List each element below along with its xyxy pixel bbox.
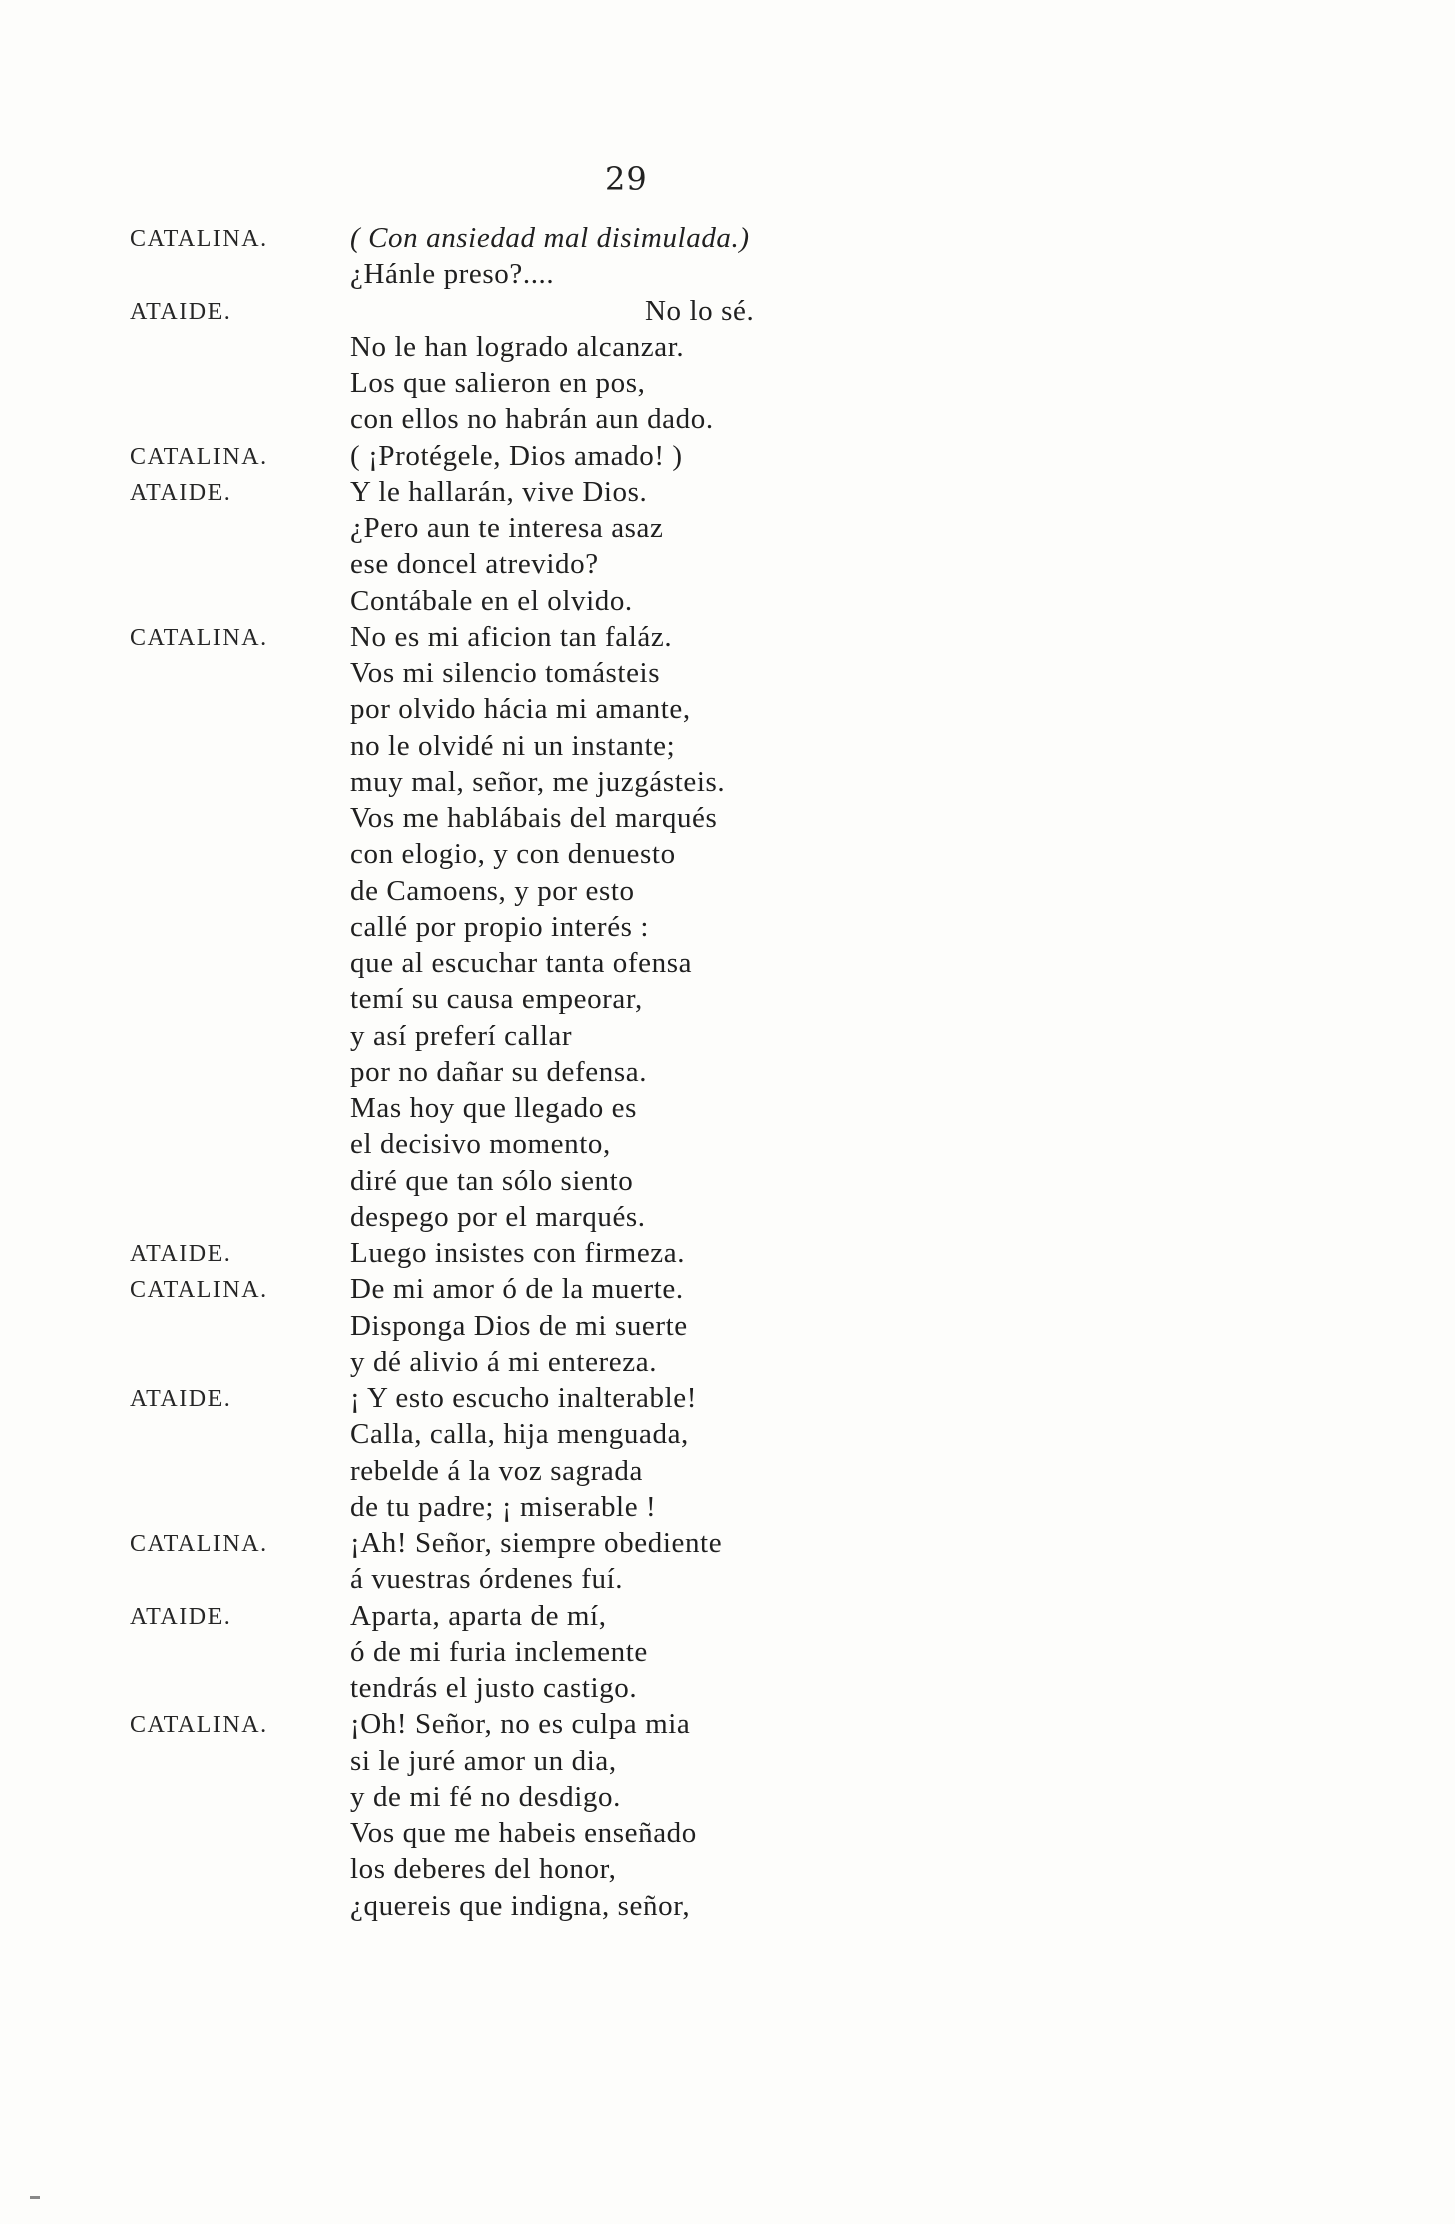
verse-text: los deberes del honor, <box>350 1853 617 1886</box>
verse-text: Vos me hablábais del marqués <box>350 802 718 834</box>
verse-text: ¿Pero aun te interesa asaz <box>350 512 664 544</box>
verse-line <box>130 512 1330 548</box>
verse-text: ( ¡Protégele, Dios amado! ) <box>350 439 683 472</box>
verse-line <box>130 802 1330 838</box>
verse-line <box>130 621 1330 657</box>
verse-text: con ellos no habrán aun dado. <box>350 403 714 436</box>
verse-line <box>130 403 1330 439</box>
verse-text: el decisivo momento, <box>350 1128 611 1161</box>
verse-line <box>130 440 1330 476</box>
play-text <box>130 222 1330 1926</box>
verse-text: temí su causa empeorar, <box>350 983 643 1016</box>
speaker-name: ATAIDE. <box>130 1241 232 1267</box>
verse-text: ( Con ansiedad mal disimulada.) <box>350 222 750 254</box>
verse-line <box>130 838 1330 874</box>
speaker-name: CATALINA. <box>130 1712 268 1739</box>
verse-text: ó de mi furia inclemente <box>350 1635 648 1668</box>
verse-text: Los que salieron en pos, <box>350 367 646 399</box>
verse-line <box>130 1020 1330 1056</box>
verse-line <box>130 657 1330 693</box>
verse-text: Vos que me habeis enseñado <box>350 1817 697 1849</box>
verse-line <box>130 693 1330 729</box>
page-number: 29 <box>605 160 648 198</box>
verse-text: No lo sé. <box>645 294 755 327</box>
verse-line <box>130 1056 1330 1092</box>
verse-text: tendrás el justo castigo. <box>350 1672 638 1704</box>
verse-line <box>130 1128 1330 1164</box>
verse-text: Contábale en el olvido. <box>350 584 633 617</box>
verse-text: diré que tan sólo siento <box>350 1164 634 1197</box>
verse-text: ese doncel atrevido? <box>350 548 599 581</box>
verse-line <box>130 1817 1330 1853</box>
verse-text: no le olvidé ni un instante; <box>350 729 676 762</box>
verse-text: rebelde á la voz sagrada <box>350 1454 643 1487</box>
verse-text: y así preferí callar <box>350 1019 573 1052</box>
verse-text: ¡ Y esto escucho inalterable! <box>350 1382 697 1414</box>
speaker-name: CATALINA. <box>130 226 268 252</box>
verse-line <box>130 548 1330 584</box>
verse-line <box>130 1708 1330 1744</box>
verse-text: y dé alivio á mi entereza. <box>350 1345 658 1378</box>
verse-text: ¡Oh! Señor, no es culpa mia <box>350 1708 691 1741</box>
verse-line <box>130 1853 1330 1889</box>
verse-text: ¿quereis que indigna, señor, <box>350 1889 691 1922</box>
speaker-name: ATAIDE. <box>130 1386 232 1412</box>
verse-text: De mi amor ó de la muerte. <box>350 1273 684 1306</box>
verse-line <box>130 1092 1330 1128</box>
speaker-name: ATAIDE. <box>130 1603 232 1630</box>
verse-text: No le han logrado alcanzar. <box>350 330 685 363</box>
speaker-name: ATAIDE. <box>130 298 232 325</box>
verse-text: despego por el marqués. <box>350 1200 646 1233</box>
verse-text: á vuestras órdenes fuí. <box>350 1563 624 1596</box>
verse-line <box>130 1890 1330 1926</box>
verse-text: callé por propio interés : <box>350 910 650 943</box>
verse-line <box>130 947 1330 983</box>
verse-text: que al escuchar tanta ofensa <box>350 947 693 979</box>
verse-line <box>130 1636 1330 1672</box>
verse-text: muy mal, señor, me juzgásteis. <box>350 765 726 798</box>
verse-line <box>130 1600 1330 1636</box>
verse-line <box>130 222 1330 258</box>
verse-line <box>130 585 1330 621</box>
verse-line <box>130 367 1330 403</box>
verse-line <box>130 1382 1330 1418</box>
verse-line <box>130 875 1330 911</box>
verse-text: por no dañar su defensa. <box>350 1055 648 1088</box>
page-mark <box>30 2196 40 2199</box>
speaker-name: ATAIDE. <box>130 479 232 506</box>
verse-line <box>130 1672 1330 1708</box>
verse-line <box>130 1237 1330 1273</box>
verse-line <box>130 1201 1330 1237</box>
verse-text: si le juré amor un dia, <box>350 1744 617 1777</box>
verse-text: por olvido hácia mi amante, <box>350 693 691 726</box>
verse-line <box>130 1346 1330 1382</box>
verse-line <box>130 1527 1330 1563</box>
verse-line <box>130 911 1330 947</box>
speaker-name: CATALINA. <box>130 624 268 651</box>
verse-text: Luego insistes con firmeza. <box>350 1237 686 1269</box>
verse-text: ¡Ah! Señor, siempre obediente <box>350 1527 723 1559</box>
verse-line <box>130 1165 1330 1201</box>
verse-text: Aparta, aparta de mí, <box>350 1599 607 1632</box>
speaker-name: CATALINA. <box>130 443 268 470</box>
verse-text: y de mi fé no desdigo. <box>350 1780 621 1813</box>
verse-text: Y le hallarán, vive Dios. <box>350 475 648 508</box>
verse-line <box>130 295 1330 331</box>
speaker-name: CATALINA. <box>130 1277 268 1304</box>
verse-line <box>130 766 1330 802</box>
verse-text: Mas hoy que llegado es <box>350 1092 638 1124</box>
verse-text: de tu padre; ¡ miserable ! <box>350 1490 657 1523</box>
verse-line <box>130 1781 1330 1817</box>
verse-text: No es mi aficion tan faláz. <box>350 620 673 653</box>
verse-line <box>130 1418 1330 1454</box>
verse-text: con elogio, y con denuesto <box>350 838 676 871</box>
verse-line <box>130 1563 1330 1599</box>
verse-text: de Camoens, y por esto <box>350 874 635 907</box>
verse-line <box>130 258 1330 294</box>
verse-text: Vos mi silencio tomásteis <box>350 657 661 689</box>
verse-line <box>130 1745 1330 1781</box>
verse-line <box>130 983 1330 1019</box>
verse-line <box>130 1491 1330 1527</box>
verse-line <box>130 331 1330 367</box>
verse-line <box>130 476 1330 512</box>
verse-line <box>130 1273 1330 1309</box>
verse-text: Calla, calla, hija menguada, <box>350 1418 689 1451</box>
verse-line <box>130 730 1330 766</box>
verse-line <box>130 1455 1330 1491</box>
verse-text: ¿Hánle preso?.... <box>350 258 555 291</box>
verse-line <box>130 1310 1330 1346</box>
speaker-name: CATALINA. <box>130 1531 268 1557</box>
verse-text: Disponga Dios de mi suerte <box>350 1309 688 1342</box>
